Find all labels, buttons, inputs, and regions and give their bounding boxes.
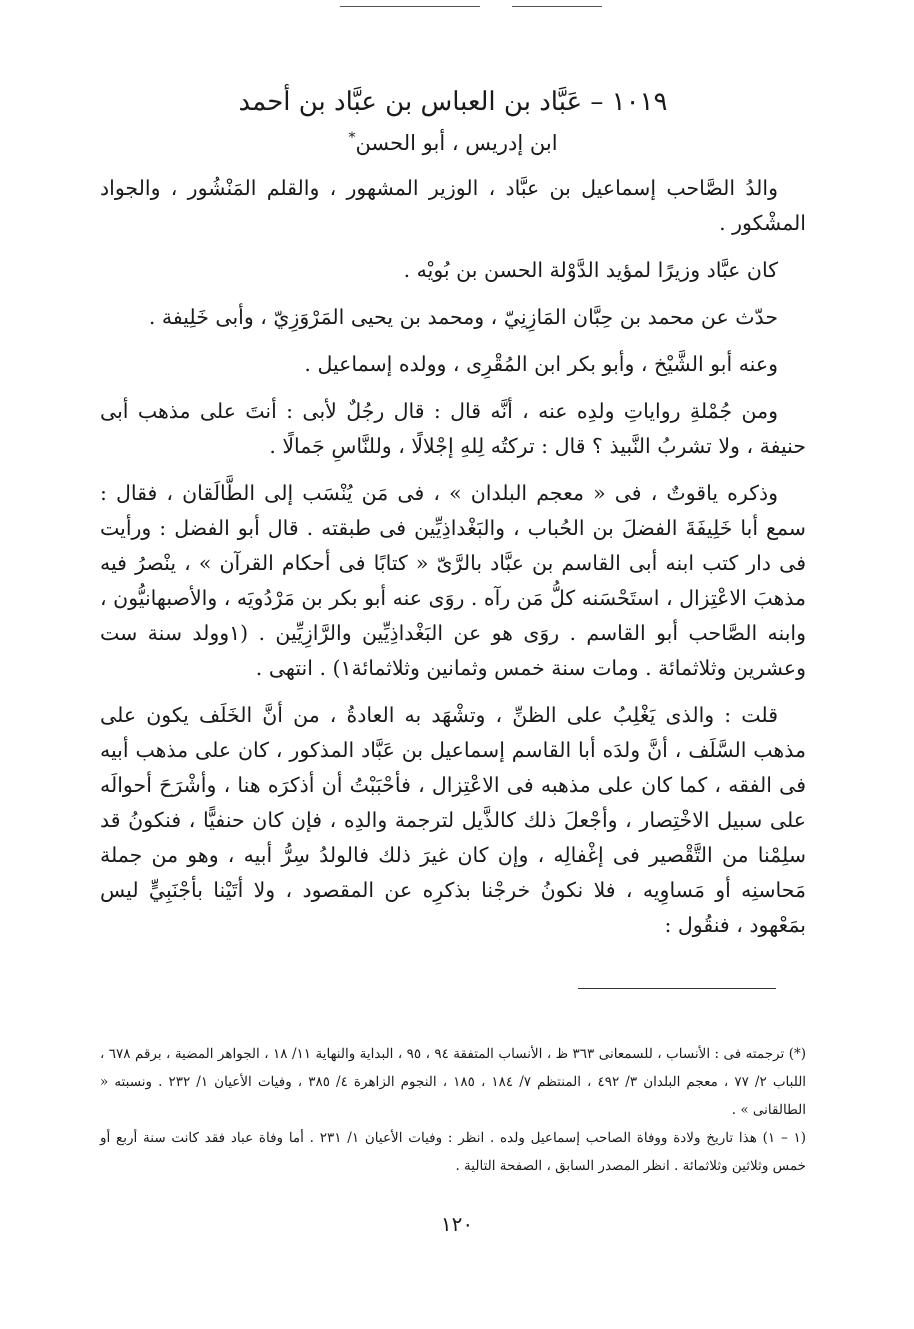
header-rule-left xyxy=(340,6,480,7)
entry-subtitle-text: ابن إدريس ، أبو الحسن xyxy=(355,131,558,155)
paragraph-author-note: قلت : والذى يَغْلِبُ على الظنِّ ، وتشْهَد به العادةُ ، من أنَّ الخَلَف يكون على مذهب السَّلَف ، أنَّ ولدَه أبا القاسم إسماعيل بن عَبَّاد المذكور ، كان على مذهب أبيه فى الفقه ، كما كان على مذهبه فى الاعْتِزال ، فأحْبَبْتُ أن أذكرَه هنا ، وأشْرَحَ أحوالَه على سبيل الاخْتِصار ، وأجْعلَ ذلك كالذَّيل لترجمة والدِه ، فإن كان حنفيًّا ، فنكونُ قد سلِمْنا من التَّقْصير فى إغْفالِه ، وإن كان غيرَ ذلك فالولدُ سِرُّ أبيه ، وهو من جملة مَحاسنِه أو مَساوِيه ، فلا نكونُ خرجْنا بذكرِه عن المقصود ، ولا أتَيْنا بأجْنَبِيٍّ ليس بمَعْهود ، فنقُول : xyxy=(100,703,806,937)
paragraph-intro: والدُ الصَّاحب إسماعيل بن عبَّاد ، الوزير المشهور ، والقلم المَنْشُور ، والجواد المشْكور . xyxy=(100,176,806,235)
paragraph-anecdote: ومن جُمْلةِ رواياتِ ولدِه عنه ، أنَّه قال : قال رجُلٌ لأبى : أنتَ على مذهب أبى حنيفة ، ولا تشربُ النَّبيذ ؟ قال : تركتُه لِلهِ إجْلالًا ، وللنَّاسِ جَمالًا . xyxy=(100,399,806,458)
entry-subtitle xyxy=(100,122,806,159)
paragraph-narrated-by: وعنه أبو الشَّيْخ ، وأبو بكر ابن المُقْرِى ، وولده إسماعيل . xyxy=(304,352,778,376)
header-rule-right xyxy=(512,6,602,7)
paragraph-vizier: كان عبَّاد وزيرًا لمؤيد الدَّوْلة الحسن بن بُويْه . xyxy=(403,258,778,282)
footnotes xyxy=(100,1040,806,1180)
paragraph-yaqut: وذكره ياقوتٌ ، فى « معجم البلدان » ، فى مَن يُنْسَب إلى الطَّالَقان ، فقال : سمع أبا خَلِيفَةَ الفضلَ بن الحُباب ، والبَغْداذِيِّين فى طبقته . قال أبو الفضل : ورأيت فى دار كتب ابنه أبى القاسم بن عبَّاد بالرَّىّ « كتابًا فى أحكام القرآن » ، ينْصرُ فيه مذهبَ الاعْتِزال ، استَحْسَنه كلُّ مَن رآه . روَى عنه أبو بكر بن مَرْدُويَه ، والأصبهانيُّون ، وابنه الصَّاحب أبو القاسم . روَى هو عن البَغْداذِيِّين والرَّازِيِّين . (١وولد سنة ست وعشرين وثلاثمائة . ومات سنة خمس وثمانين وثلاثمائة١) . انتهى . xyxy=(100,481,806,680)
main-text xyxy=(100,82,806,955)
page-number: ١٢٠ xyxy=(440,1212,474,1236)
footnote-divider xyxy=(578,988,776,989)
footnote-dates: (١ – ١) هذا تاريخ ولادة ووفاة الصاحب إسماعيل ولده . انظر : وفيات الأعيان ١/ ٢٣١ . أما وفاة عباد فقد كانت سنة أربع أو خمس وثلاثين وثلاثمائة . انظر المصدر السابق ، الصفحة التالية . xyxy=(100,1130,807,1174)
paragraph-narrated-from: حدّث عن محمد بن حِبَّان المَازِنِيّ ، ومحمد بن يحيى المَرْوَزِيّ ، وأبى خَلِيفة . xyxy=(148,305,778,329)
footnote-sources: (*) ترجمته فى : الأنساب ، للسمعانى ٣٦٣ ظ ، الأنساب المتفقة ٩٤ ، ٩٥ ، البداية والنهاية ١١/ ١٨ ، الجواهر المضية ، برقم ٦٧٨ ، اللباب ٢/ ٧٧ ، معجم البلدان ٣/ ٤٩٢ ، المنتظم ٧/ ١٨٤ ، ١٨٥ ، النجوم الزاهرة ٤/ ٣٨٥ ، وفيات الأعيان ١/ ٢٣٢ . ونسبته « الطالقانى » . xyxy=(100,1046,807,1118)
footnote-marker: * xyxy=(348,130,356,146)
entry-title: ١٠١٩ – عَبَّاد بن العباس بن عبَّاد بن أحمد xyxy=(238,87,668,117)
